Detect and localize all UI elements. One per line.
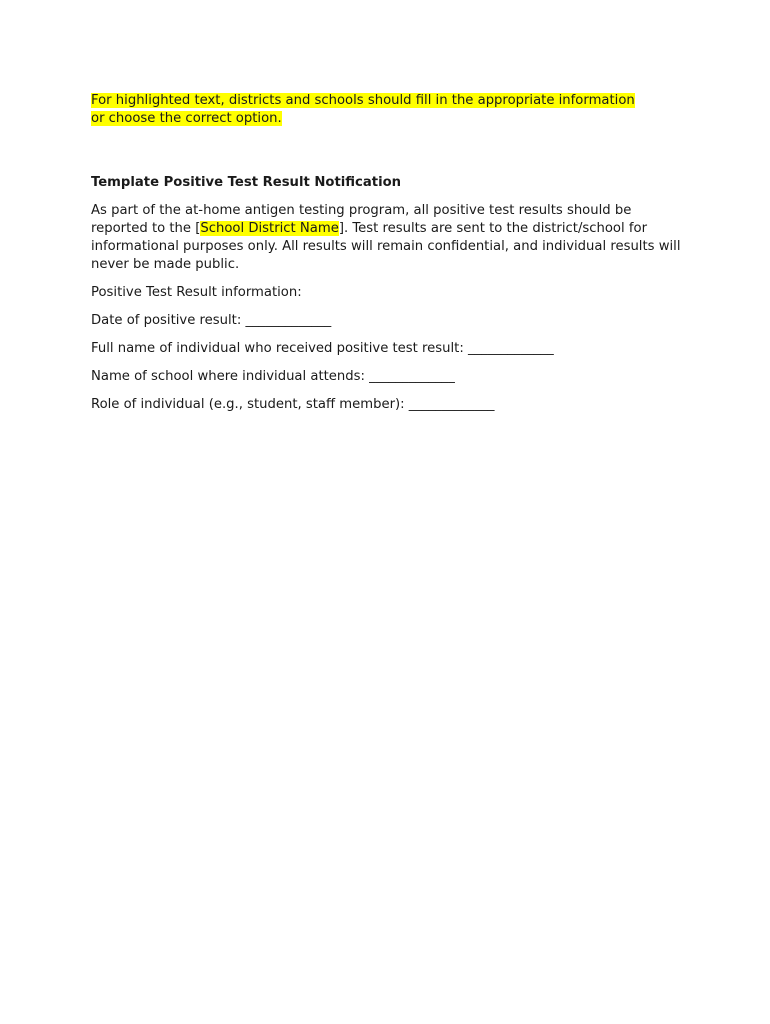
field-label: Date of positive result: bbox=[91, 313, 246, 328]
field-blank: _____________ bbox=[245, 313, 332, 328]
intro-text-end: ]. Test results are sent to the district/school for informational purposes only. All results will remain confidential, and individual results will never be made public. bbox=[91, 221, 681, 272]
intro-text-start: As part of the at-home antigen testing program, all positive test results should be reported to the [ bbox=[91, 203, 632, 236]
field-label: Role of individual (e.g., student, staff member): bbox=[91, 397, 409, 412]
full-name-field bbox=[91, 340, 691, 358]
school-name-field bbox=[91, 368, 691, 386]
field-label: Name of school where individual attends: bbox=[91, 369, 370, 384]
field-label: Full name of individual who received positive test result: bbox=[91, 341, 468, 356]
field-blank: _____________ bbox=[369, 369, 455, 384]
info-heading: Positive Test Result information: bbox=[91, 285, 302, 300]
instructions-line-2: or choose the correct option. bbox=[91, 111, 282, 126]
document-page bbox=[91, 92, 691, 414]
instructions-line-1: For highlighted text, districts and schools should fill in the appropriate information bbox=[91, 93, 635, 108]
field-blank: _____________ bbox=[408, 397, 495, 412]
school-district-name-placeholder: School District Name bbox=[200, 221, 339, 236]
instructions-note bbox=[91, 92, 691, 128]
document-title: Template Positive Test Result Notification bbox=[91, 175, 402, 190]
role-of-individual-field bbox=[91, 396, 691, 414]
field-blank: _____________ bbox=[467, 341, 554, 356]
intro-paragraph bbox=[91, 202, 691, 274]
date-of-positive-result-field bbox=[91, 312, 691, 330]
